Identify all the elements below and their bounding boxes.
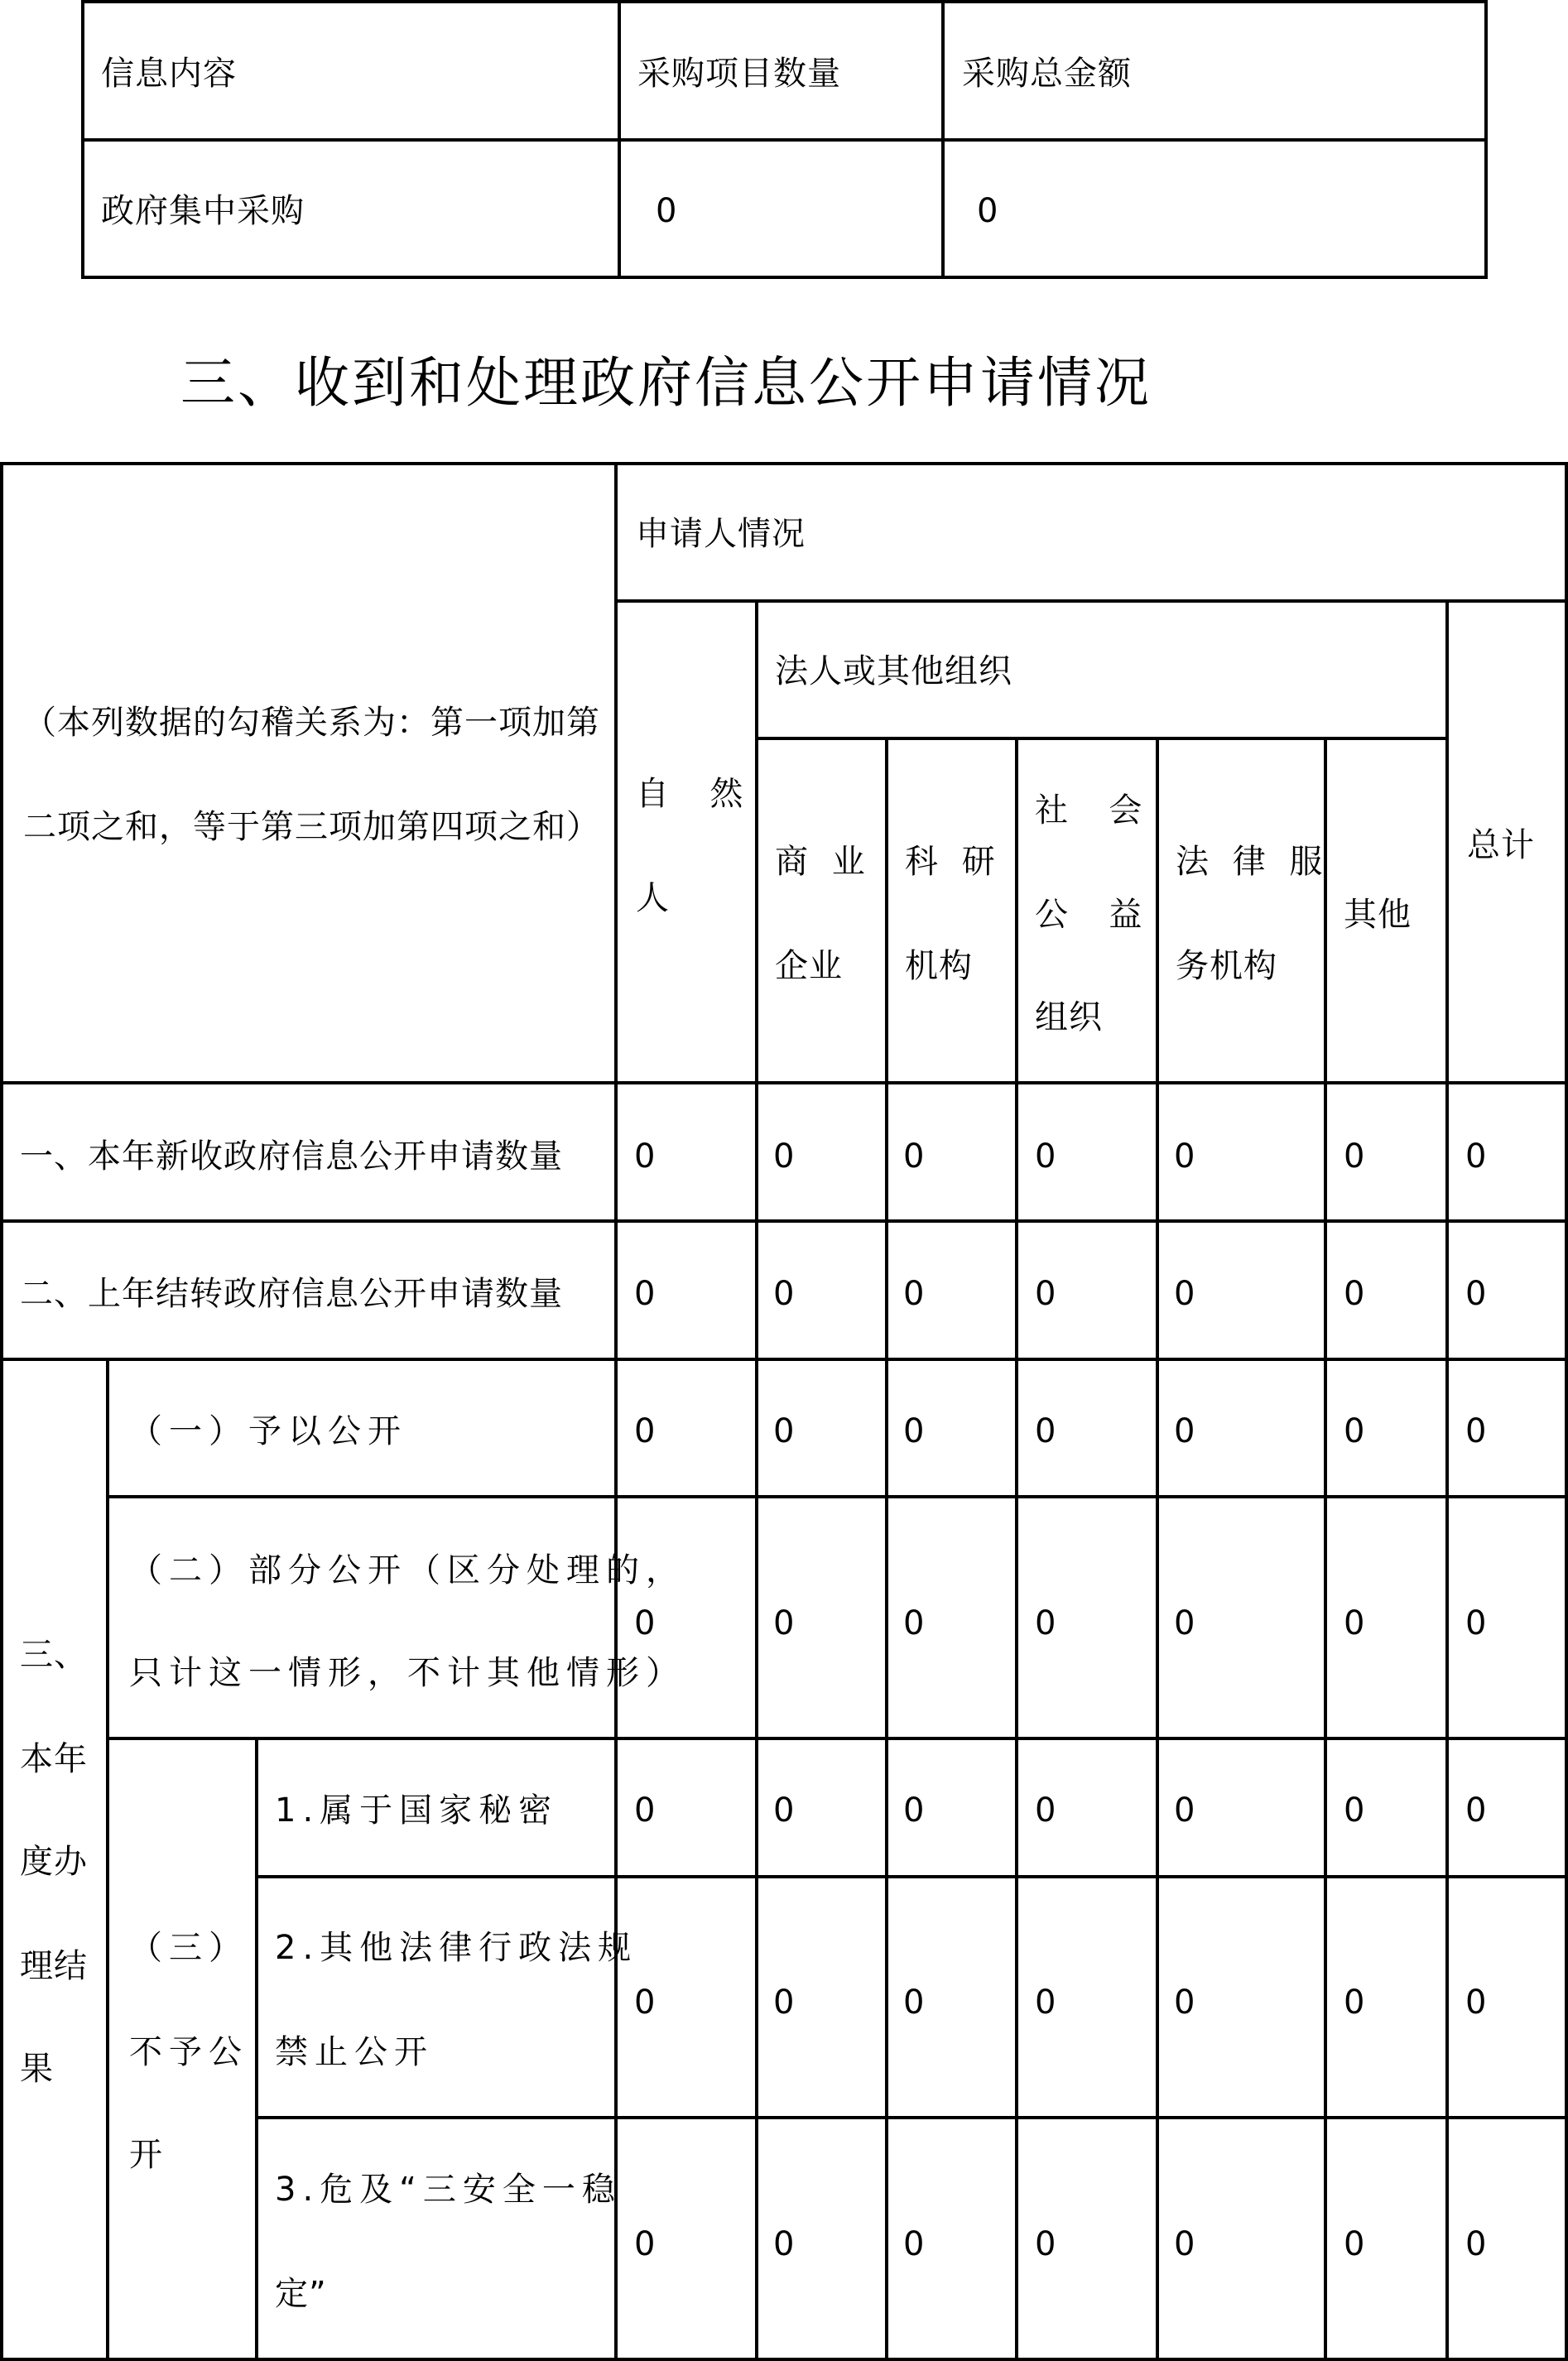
value-cell-new-applications-6: 0 <box>1465 1137 1488 1176</box>
value-cell-partially-disclosed-3: 0 <box>1035 1604 1057 1642</box>
legal-group-header: 法人或其他组织 <box>775 652 1012 690</box>
section3-line1: 三、 <box>20 1636 88 1674</box>
legal-service-line2: 务机构 <box>1176 947 1277 985</box>
section-title: 三、收到和处理政府信息公开申请情况 <box>180 351 1152 415</box>
value-cell-disclosed-0: 0 <box>634 1412 657 1450</box>
value-cell-partially-disclosed-4: 0 <box>1174 1604 1196 1642</box>
value-cell-new-applications-1: 0 <box>773 1137 796 1176</box>
commercial-line1: 商 业 <box>775 843 872 881</box>
corner-note-line2: 二项之和，等于第三项加第四项之和） <box>23 808 600 846</box>
value-cell-new-applications-5: 0 <box>1344 1137 1366 1176</box>
value-cell-endangers-security-6: 0 <box>1465 2225 1488 2263</box>
value-cell-carried-over-3: 0 <box>1035 1275 1057 1313</box>
section3-line2: 本年 <box>20 1740 88 1778</box>
value-cell-disclosed-6: 0 <box>1465 1412 1488 1450</box>
sub2-line1: （二）部分公开（区分处理的， <box>129 1551 685 1589</box>
value-cell-new-applications-0: 0 <box>634 1137 657 1176</box>
value-cell-state-secret-0: 0 <box>634 1791 657 1830</box>
top-row-count: 0 <box>656 192 678 230</box>
item3-line1: 3.危及“三安全一稳 <box>275 2171 622 2209</box>
sub3-line3: 开 <box>129 2136 163 2174</box>
value-cell-partially-disclosed-0: 0 <box>634 1604 657 1642</box>
natural-person-line1: 自 然 <box>636 775 750 813</box>
value-cell-other-law-prohibited-5: 0 <box>1344 1984 1366 2022</box>
value-cell-state-secret-4: 0 <box>1174 1791 1196 1830</box>
row1-label: 一、本年新收政府信息公开申请数量 <box>20 1137 563 1176</box>
value-cell-carried-over-4: 0 <box>1174 1275 1196 1313</box>
value-cell-state-secret-3: 0 <box>1035 1791 1057 1830</box>
sub1-label: （一）予以公开 <box>129 1412 407 1450</box>
value-cell-endangers-security-0: 0 <box>634 2225 657 2263</box>
value-cell-new-applications-3: 0 <box>1035 1137 1057 1176</box>
research-line1: 科 研 <box>905 843 1002 881</box>
sub3-line2: 不予公 <box>129 2033 248 2071</box>
value-cell-endangers-security-5: 0 <box>1344 2225 1366 2263</box>
value-cell-state-secret-6: 0 <box>1465 1791 1488 1830</box>
section3-line3: 度办 <box>20 1843 88 1881</box>
value-cell-endangers-security-3: 0 <box>1035 2225 1057 2263</box>
row2-label: 二、上年结转政府信息公开申请数量 <box>20 1275 563 1313</box>
value-cell-endangers-security-2: 0 <box>903 2225 926 2263</box>
item2-line1: 2.其他法律行政法规 <box>275 1929 638 1967</box>
value-cell-other-law-prohibited-6: 0 <box>1465 1984 1488 2022</box>
item2-line2: 禁止公开 <box>275 2033 434 2071</box>
value-cell-state-secret-1: 0 <box>773 1791 796 1830</box>
top-header-count: 采购项目数量 <box>637 55 841 93</box>
value-cell-other-law-prohibited-1: 0 <box>773 1984 796 2022</box>
value-cell-disclosed-1: 0 <box>773 1412 796 1450</box>
commercial-line2: 企业 <box>775 947 843 985</box>
value-cell-state-secret-5: 0 <box>1344 1791 1366 1830</box>
value-cell-carried-over-1: 0 <box>773 1275 796 1313</box>
value-cell-carried-over-5: 0 <box>1344 1275 1366 1313</box>
sub2-line2: 只计这一情形，不计其他情形） <box>129 1654 685 1692</box>
value-cell-disclosed-5: 0 <box>1344 1412 1366 1450</box>
value-cell-disclosed-3: 0 <box>1035 1412 1057 1450</box>
value-cell-state-secret-2: 0 <box>903 1791 926 1830</box>
top-row-amount: 0 <box>977 192 999 230</box>
value-cell-other-law-prohibited-2: 0 <box>903 1984 926 2022</box>
top-row-label: 政府集中采购 <box>101 192 305 230</box>
social-line3: 组织 <box>1035 998 1103 1036</box>
value-cell-carried-over-0: 0 <box>634 1275 657 1313</box>
total-header: 总计 <box>1467 826 1535 864</box>
value-cell-other-law-prohibited-4: 0 <box>1174 1984 1196 2022</box>
value-cell-partially-disclosed-1: 0 <box>773 1604 796 1642</box>
section3-line5: 果 <box>20 2050 54 2088</box>
sub3-line1: （三） <box>129 1929 248 1967</box>
value-cell-partially-disclosed-6: 0 <box>1465 1604 1488 1642</box>
value-cell-new-applications-2: 0 <box>903 1137 926 1176</box>
legal-service-line1: 法 律 服 <box>1176 843 1330 881</box>
value-cell-carried-over-2: 0 <box>903 1275 926 1313</box>
value-cell-endangers-security-4: 0 <box>1174 2225 1196 2263</box>
social-line1: 社 会 <box>1035 791 1149 829</box>
top-header-info: 信息内容 <box>101 55 237 93</box>
top-header-amount: 采购总金额 <box>962 55 1132 93</box>
value-cell-partially-disclosed-5: 0 <box>1344 1604 1366 1642</box>
value-cell-partially-disclosed-2: 0 <box>903 1604 926 1642</box>
value-cell-endangers-security-1: 0 <box>773 2225 796 2263</box>
applicant-header: 申请人情况 <box>636 515 806 553</box>
item1-label: 1.属于国家秘密 <box>275 1791 559 1830</box>
value-cell-disclosed-2: 0 <box>903 1412 926 1450</box>
corner-note-line1: （本列数据的勾稽关系为：第一项加第 <box>23 704 600 742</box>
value-cell-new-applications-4: 0 <box>1174 1137 1196 1176</box>
other-header: 其他 <box>1344 896 1412 934</box>
section3-line4: 理结 <box>20 1947 88 1985</box>
value-cell-other-law-prohibited-0: 0 <box>634 1984 657 2022</box>
value-cell-carried-over-6: 0 <box>1465 1275 1488 1313</box>
value-cell-other-law-prohibited-3: 0 <box>1035 1984 1057 2022</box>
natural-person-line2: 人 <box>636 879 670 917</box>
research-line2: 机构 <box>905 947 973 985</box>
social-line2: 公 益 <box>1035 896 1149 934</box>
value-cell-disclosed-4: 0 <box>1174 1412 1196 1450</box>
item3-line2: 定” <box>275 2275 327 2313</box>
